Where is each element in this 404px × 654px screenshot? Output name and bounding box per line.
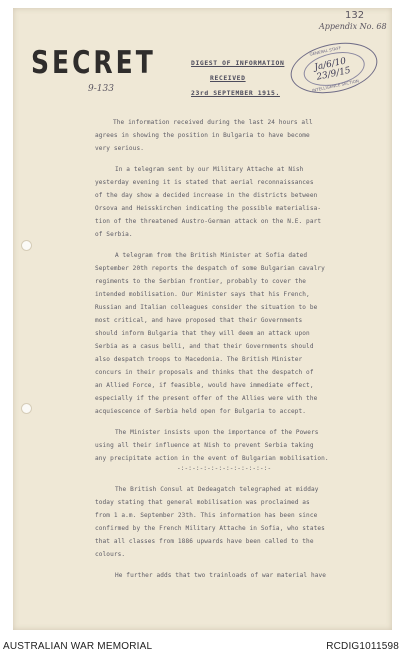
appendix-note: Appendix No. 68 xyxy=(319,22,387,31)
body-line: September 20th reports the despatch of some Bulgarian cavalry xyxy=(95,265,325,272)
body-line: today stating that general mobilisation was proclaimed as xyxy=(95,499,310,506)
archive-source: AUSTRALIAN WAR MEMORIAL xyxy=(3,641,153,652)
corner-number: 132 xyxy=(345,10,365,21)
body-line: from 1 a.m. September 23th. This information has been since xyxy=(95,512,318,519)
body-line: intended mobilisation. Our Minister says that his French, xyxy=(95,291,310,298)
body-line: The information received during the last 24 hours all xyxy=(113,119,313,126)
body-line: using all their influence at Nish to prevent Serbia taking xyxy=(95,442,314,449)
stamp-bottom-text: INTELLIGENCE SECTION xyxy=(311,78,360,93)
body-line: regiments to the Serbian frontier, probably to cover the xyxy=(95,278,307,285)
body-line: also despatch troops to Macedonia. The British Minister xyxy=(95,356,303,363)
punch-hole-top xyxy=(21,240,32,251)
body-line: Serbia as a casus belli, and that their Governments should xyxy=(95,343,314,350)
body-line: most critical, and have proposed that their Governments xyxy=(95,317,303,324)
body-line: confirmed by the French Military Attache in Sofia, who states xyxy=(95,525,325,532)
stamp-date: Ja/6/10 23/9/15 xyxy=(313,56,352,83)
intelligence-stamp xyxy=(286,35,382,100)
body-line: tion of the threatened Austro-German attack on the N.E. part xyxy=(95,218,322,225)
heading-line-3: 23rd SEPTEMBER 1915. xyxy=(191,89,280,97)
body-line: concurs in their proposals and thinks that the despatch of xyxy=(95,369,314,376)
archive-footer xyxy=(0,638,404,654)
body-line: yesterday evening it is stated that aerial reconnaissances xyxy=(95,179,314,186)
heading-line-2: RECEIVED xyxy=(210,74,246,82)
body-line: an Allied Force, if feasible, would have immediate effect, xyxy=(95,382,314,389)
body-line: The British Consul at Dedeagatch telegraphed at midday xyxy=(115,486,319,493)
archive-id: RCDIG1011598 xyxy=(326,641,399,652)
body-line: The Minister insists upon the importance of the Powers xyxy=(115,429,319,436)
body-line: A telegram from the British Minister at Sofia dated xyxy=(115,252,308,259)
body-line: Orsova and Heisskirchen indicating the possible materialisa- xyxy=(95,205,322,212)
stamp-top-text: GENERAL STAFF xyxy=(309,45,342,57)
heading-line-1: DIGEST OF INFORMATION xyxy=(191,59,285,67)
body-line: agrees in showing the position in Bulgaria to have become xyxy=(95,132,310,139)
body-line: that all classes from 1886 upwards have been called to the xyxy=(95,538,314,545)
body-line: colours. xyxy=(95,551,126,558)
body-line: acquiescence of Serbia held open for Bulgaria to accept. xyxy=(95,408,307,415)
document-page xyxy=(13,8,392,630)
classification-mark: SECRET xyxy=(31,44,156,81)
body-line: any precipitate action in the event of Bulgarian mobilisation. xyxy=(95,455,329,462)
body-line: very serious. xyxy=(95,145,144,152)
punch-hole-bottom xyxy=(21,403,32,414)
body-line: should inform Bulgaria that they will deem an attack upon xyxy=(95,330,310,337)
body-line: He further adds that two trainloads of war material have xyxy=(115,572,327,579)
body-line: of Serbia. xyxy=(95,231,133,238)
body-line: In a telegram sent by our Military Attache at Nish xyxy=(115,166,304,173)
handwritten-reference: 9-133 xyxy=(88,84,114,94)
body-line: of the day show a decided increase in the districts between xyxy=(95,192,318,199)
body-line: especially if the present offer of the Allies were with the xyxy=(95,395,318,402)
body-line: Russian and Italian colleagues consider the situation to be xyxy=(95,304,318,311)
section-divider: -:-:-:-:-:-:-:-:-:-:-:-:- xyxy=(177,465,272,472)
